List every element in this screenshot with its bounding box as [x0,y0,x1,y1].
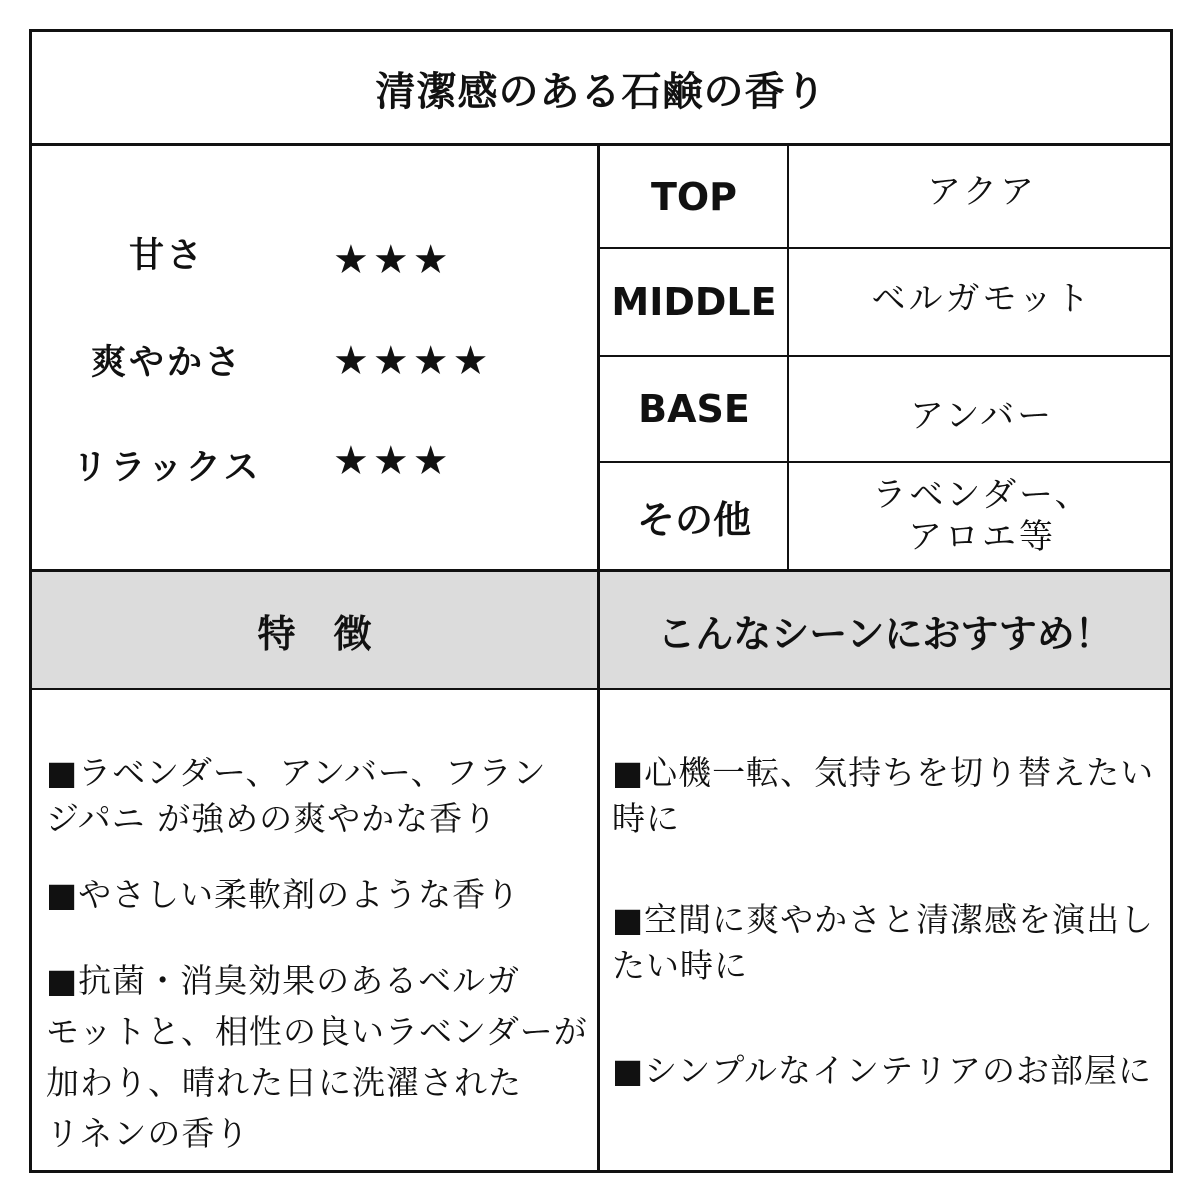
note-key-middle: MIDDLE [611,280,777,324]
features-heading: 特 徴 [257,611,372,656]
rating-stars: ★★★★ [333,338,493,384]
feature-item: ■ラベンダー、アンバー、フラン ジパニ が強めの爽やかな香り [46,753,547,838]
scenes-heading: こんなシーンにおすすめ！ [657,611,1113,656]
note-value-base: アンバー [909,396,1055,436]
feature-item: ■やさしい柔軟剤のような香り [46,875,521,914]
scene-item: ■空間に爽やかさと清潔感を演出し たい時に [612,900,1155,985]
rating-label: 甘さ [128,236,205,276]
rating-label: 爽やかさ [90,343,243,383]
rating-stars: ★★★ [333,438,453,484]
note-key-other: その他 [636,497,751,542]
note-value-top: アクア [927,171,1037,212]
page-title: 清潔感のある石鹸の香り [375,68,827,115]
rating-stars: ★★★ [333,237,453,283]
scene-item: ■シンプルなインテリアのお部屋に [612,1051,1153,1090]
scene-item: ■心機一転、気持ちを切り替えたい 時に [612,753,1155,838]
note-key-base: BASE [638,387,750,431]
note-key-top: TOP [650,174,738,219]
note-value-other: ラベンダー、 アロエ等 [872,475,1092,557]
note-value-middle: ベルガモット [871,279,1093,319]
rating-label: リラックス [72,448,262,488]
feature-item: ■抗菌・消臭効果のあるベルガ モットと、相性の良いラベンダーが 加わり、晴れた日に洗濯された リネンの香り [46,961,588,1153]
